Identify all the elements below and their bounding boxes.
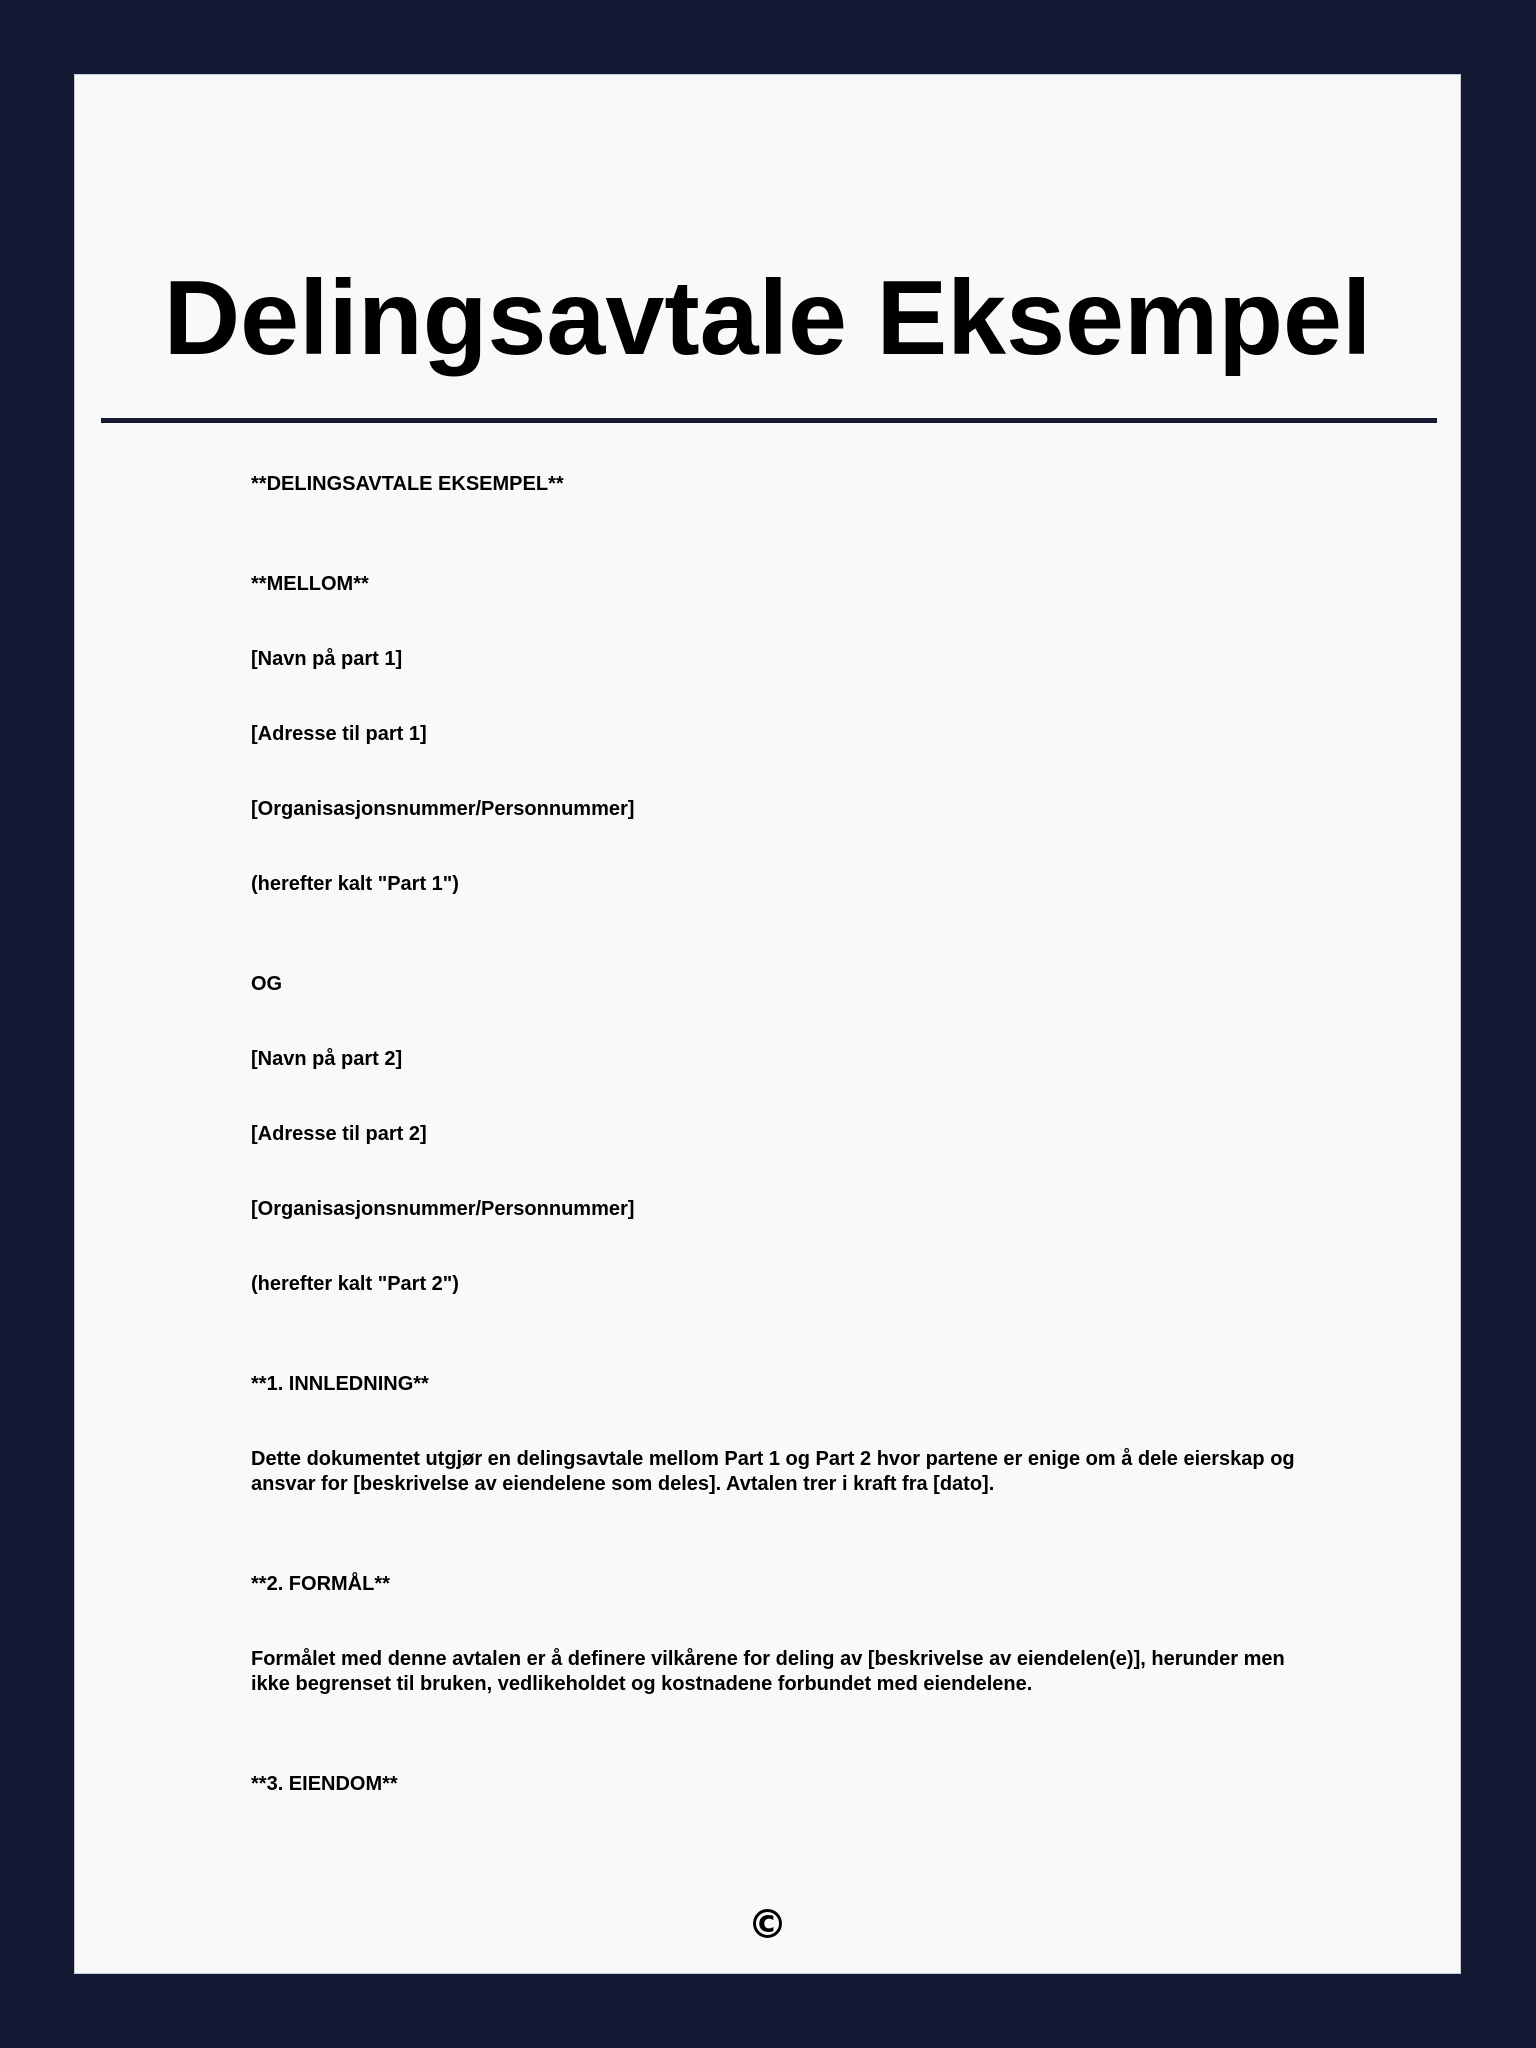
document-page <box>74 74 1461 1974</box>
between-label: **MELLOM** <box>251 573 369 595</box>
section1-text: Dette dokumentet utgjør en delingsavtale mellom Part 1 og Part 2 hvor partene er enige om å dele eierskap og ansvar for [beskrivelse av eiendelene som deles]. Avtalen trer i kraft fra [dato]. <box>251 1448 1295 1495</box>
party1-alias: (herefter kalt "Part 1") <box>251 873 459 895</box>
party2-id: [Organisasjonsnummer/Personnummer] <box>251 1198 635 1220</box>
party1-name: [Navn på part 1] <box>251 648 403 670</box>
section1-heading: **1. INNLEDNING** <box>251 1373 429 1395</box>
party1-address: [Adresse til part 1] <box>251 723 427 745</box>
party1-id: [Organisasjonsnummer/Personnummer] <box>251 798 635 820</box>
title-divider <box>101 418 1437 423</box>
agreement-heading: **DELINGSAVTALE EKSEMPEL** <box>251 473 564 495</box>
party2-name: [Navn på part 2] <box>251 1048 403 1070</box>
section3-heading: **3. EIENDOM** <box>251 1773 398 1795</box>
party2-alias: (herefter kalt "Part 2") <box>251 1273 459 1295</box>
party2-address: [Adresse til part 2] <box>251 1123 427 1145</box>
copyright-icon: © <box>747 1902 788 1948</box>
section2-text: Formålet med denne avtalen er å definere vilkårene for deling av [beskrivelse av eiendelen(e)], herunder men ikke begrenset til bruken, vedlikeholdet og kostnadene forbundet med eiendelene. <box>251 1648 1285 1695</box>
section2-heading: **2. FORMÅL** <box>251 1573 390 1595</box>
document-title: Delingsavtale Eksempel <box>163 259 1372 377</box>
and-label: OG <box>251 973 283 995</box>
